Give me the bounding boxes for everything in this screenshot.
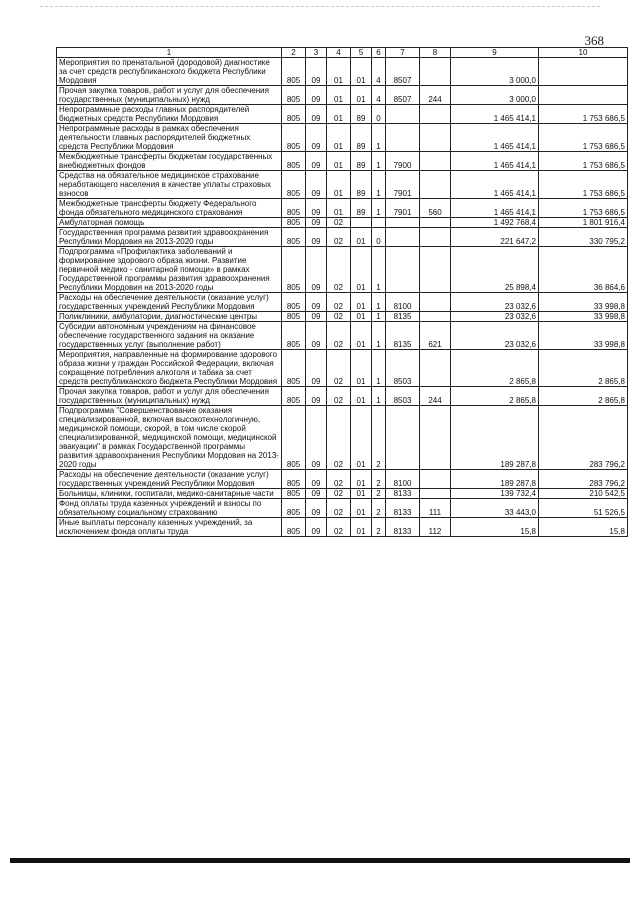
code-article xyxy=(386,218,420,228)
code-subsection: 02 xyxy=(327,518,351,537)
code-section: 09 xyxy=(306,518,327,537)
col-header-3: 3 xyxy=(306,48,327,58)
code-subsection: 02 xyxy=(327,218,351,228)
code-department: 805 xyxy=(282,322,306,350)
code-program: 01 xyxy=(351,322,372,350)
table-row xyxy=(57,228,628,247)
table-row xyxy=(57,171,628,199)
table-row xyxy=(57,518,628,537)
code-program: 01 xyxy=(351,499,372,518)
code-article xyxy=(386,406,420,470)
code-program: 01 xyxy=(351,387,372,406)
amount-year-2: 1 753 686,5 xyxy=(539,152,628,171)
code-subprogram: 1 xyxy=(372,293,386,312)
table-row xyxy=(57,489,628,499)
code-subprogram: 2 xyxy=(372,518,386,537)
code-department: 805 xyxy=(282,86,306,105)
code-program: 01 xyxy=(351,247,372,293)
amount-year-1: 189 287,8 xyxy=(451,470,539,489)
code-section: 09 xyxy=(306,124,327,152)
code-department: 805 xyxy=(282,247,306,293)
row-name: Расходы на обеспечение деятельности (оказание услуг) государственных учреждений Республики Мордовия xyxy=(57,470,282,489)
amount-year-1: 189 287,8 xyxy=(451,406,539,470)
col-header-10: 10 xyxy=(539,48,628,58)
amount-year-1: 3 000,0 xyxy=(451,58,539,86)
code-subprogram: 4 xyxy=(372,58,386,86)
row-name: Непрограммные расходы главных распорядителей бюджетных средств Республики Мордовия xyxy=(57,105,282,124)
code-subprogram: 1 xyxy=(372,387,386,406)
code-expense-type: 111 xyxy=(420,499,451,518)
code-subprogram xyxy=(372,218,386,228)
code-article: 8503 xyxy=(386,387,420,406)
amount-year-2: 51 526,5 xyxy=(539,499,628,518)
code-section: 09 xyxy=(306,58,327,86)
code-subprogram: 1 xyxy=(372,171,386,199)
table-row xyxy=(57,312,628,322)
code-article xyxy=(386,247,420,293)
code-expense-type xyxy=(420,105,451,124)
code-department: 805 xyxy=(282,470,306,489)
amount-year-2: 1 801 916,4 xyxy=(539,218,628,228)
amount-year-1: 15,8 xyxy=(451,518,539,537)
code-subprogram: 1 xyxy=(372,312,386,322)
table-row xyxy=(57,124,628,152)
code-article: 8133 xyxy=(386,489,420,499)
amount-year-1: 1 492 768,4 xyxy=(451,218,539,228)
table-row xyxy=(57,247,628,293)
code-department: 805 xyxy=(282,105,306,124)
code-subsection: 02 xyxy=(327,499,351,518)
code-subprogram: 1 xyxy=(372,152,386,171)
amount-year-2: 15,8 xyxy=(539,518,628,537)
code-department: 805 xyxy=(282,152,306,171)
code-section: 09 xyxy=(306,218,327,228)
code-department: 805 xyxy=(282,312,306,322)
code-expense-type xyxy=(420,58,451,86)
code-expense-type xyxy=(420,470,451,489)
code-subsection: 01 xyxy=(327,124,351,152)
code-article: 7901 xyxy=(386,199,420,218)
code-department: 805 xyxy=(282,406,306,470)
row-name: Подпрограмма «Профилактика заболеваний и формирование здорового образа жизни. Развитие первичной медико - санитарной помощи» в рамках Государственной программы развития здравоохранения Республики Мордовия на 2013-2020 годы xyxy=(57,247,282,293)
budget-table xyxy=(56,47,628,537)
code-section: 09 xyxy=(306,228,327,247)
code-expense-type xyxy=(420,171,451,199)
row-name: Иные выплаты персоналу казенных учреждений, за исключением фонда оплаты труда xyxy=(57,518,282,537)
code-expense-type xyxy=(420,152,451,171)
code-subsection: 02 xyxy=(327,293,351,312)
code-article: 8135 xyxy=(386,312,420,322)
code-section: 09 xyxy=(306,406,327,470)
code-subsection: 02 xyxy=(327,322,351,350)
code-article xyxy=(386,228,420,247)
code-section: 09 xyxy=(306,199,327,218)
code-subprogram: 2 xyxy=(372,499,386,518)
page-number: 368 xyxy=(584,33,604,48)
code-expense-type: 560 xyxy=(420,199,451,218)
row-name: Государственная программа развития здравоохранения Республики Мордовия на 2013-2020 годы xyxy=(57,228,282,247)
code-program: 89 xyxy=(351,171,372,199)
code-program: 01 xyxy=(351,350,372,387)
amount-year-1: 1 465 414,1 xyxy=(451,105,539,124)
code-article xyxy=(386,105,420,124)
amount-year-2: 2 865,8 xyxy=(539,387,628,406)
code-expense-type xyxy=(420,218,451,228)
amount-year-1: 221 647,2 xyxy=(451,228,539,247)
code-article: 8133 xyxy=(386,518,420,537)
code-subprogram: 1 xyxy=(372,199,386,218)
table-row xyxy=(57,499,628,518)
code-subprogram: 1 xyxy=(372,247,386,293)
code-expense-type: 244 xyxy=(420,86,451,105)
amount-year-2: 36 864,6 xyxy=(539,247,628,293)
amount-year-1: 23 032,6 xyxy=(451,293,539,312)
code-department: 805 xyxy=(282,218,306,228)
code-expense-type xyxy=(420,247,451,293)
code-subsection: 01 xyxy=(327,199,351,218)
code-program: 01 xyxy=(351,86,372,105)
code-section: 09 xyxy=(306,171,327,199)
table-header xyxy=(57,48,628,58)
table-row xyxy=(57,58,628,86)
code-program: 89 xyxy=(351,152,372,171)
row-name: Прочая закупка товаров, работ и услуг для обеспечения государственных (муниципальных) нужд xyxy=(57,387,282,406)
code-section: 09 xyxy=(306,470,327,489)
code-section: 09 xyxy=(306,387,327,406)
table-row xyxy=(57,218,628,228)
amount-year-1: 23 032,6 xyxy=(451,322,539,350)
code-section: 09 xyxy=(306,322,327,350)
code-article: 8507 xyxy=(386,86,420,105)
code-subprogram: 2 xyxy=(372,489,386,499)
code-subsection: 01 xyxy=(327,58,351,86)
amount-year-2: 2 865,8 xyxy=(539,350,628,387)
code-section: 09 xyxy=(306,105,327,124)
code-program: 01 xyxy=(351,293,372,312)
row-name: Расходы на обеспечение деятельности (оказание услуг) государственных учреждений Республики Мордовия xyxy=(57,293,282,312)
row-name: Субсидии автономным учреждениям на финансовое обеспечение государственного задания на оказание государственных услуг (выполнение работ) xyxy=(57,322,282,350)
code-department: 805 xyxy=(282,171,306,199)
row-name: Амбулаторная помощь xyxy=(57,218,282,228)
code-section: 09 xyxy=(306,86,327,105)
code-section: 09 xyxy=(306,152,327,171)
code-expense-type: 112 xyxy=(420,518,451,537)
code-subprogram: 4 xyxy=(372,86,386,105)
amount-year-2: 210 542,5 xyxy=(539,489,628,499)
code-article: 8100 xyxy=(386,293,420,312)
amount-year-2: 33 998,8 xyxy=(539,322,628,350)
row-name: Мероприятия, направленные на формирование здорового образа жизни у граждан Российской Федерации, включая сокращение потребления алкоголя и табака за счет средств республиканского бюджета Республики Мордовия xyxy=(57,350,282,387)
code-section: 09 xyxy=(306,247,327,293)
amount-year-2: 33 998,8 xyxy=(539,293,628,312)
code-expense-type xyxy=(420,489,451,499)
row-name: Больницы, клиники, госпитали, медико-санитарные части xyxy=(57,489,282,499)
code-expense-type xyxy=(420,124,451,152)
code-section: 09 xyxy=(306,499,327,518)
code-program: 01 xyxy=(351,518,372,537)
code-subprogram: 1 xyxy=(372,322,386,350)
code-section: 09 xyxy=(306,312,327,322)
table-row xyxy=(57,350,628,387)
code-department: 805 xyxy=(282,228,306,247)
amount-year-1: 1 465 414,1 xyxy=(451,171,539,199)
amount-year-1: 2 865,8 xyxy=(451,387,539,406)
code-expense-type: 244 xyxy=(420,387,451,406)
amount-year-2: 1 753 686,5 xyxy=(539,124,628,152)
code-department: 805 xyxy=(282,124,306,152)
col-header-6: 6 xyxy=(372,48,386,58)
col-header-5: 5 xyxy=(351,48,372,58)
code-article: 7901 xyxy=(386,171,420,199)
code-article: 8100 xyxy=(386,470,420,489)
scan-bottom-bar xyxy=(10,858,630,863)
amount-year-1: 3 000,0 xyxy=(451,86,539,105)
row-name: Непрограммные расходы в рамках обеспечения деятельности главных распорядителей бюджетных средств Республики Мордовия xyxy=(57,124,282,152)
code-subsection: 02 xyxy=(327,406,351,470)
amount-year-2: 33 998,8 xyxy=(539,312,628,322)
code-department: 805 xyxy=(282,489,306,499)
table-row xyxy=(57,470,628,489)
code-subsection: 01 xyxy=(327,86,351,105)
amount-year-2 xyxy=(539,58,628,86)
code-subprogram: 2 xyxy=(372,406,386,470)
code-subsection: 02 xyxy=(327,247,351,293)
code-subsection: 02 xyxy=(327,470,351,489)
code-subsection: 02 xyxy=(327,387,351,406)
code-section: 09 xyxy=(306,489,327,499)
code-program: 89 xyxy=(351,105,372,124)
code-article xyxy=(386,124,420,152)
code-department: 805 xyxy=(282,350,306,387)
code-expense-type xyxy=(420,228,451,247)
amount-year-2 xyxy=(539,86,628,105)
amount-year-1: 1 465 414,1 xyxy=(451,199,539,218)
col-header-4: 4 xyxy=(327,48,351,58)
code-article: 7900 xyxy=(386,152,420,171)
amount-year-1: 1 465 414,1 xyxy=(451,152,539,171)
table-row xyxy=(57,322,628,350)
code-program: 89 xyxy=(351,124,372,152)
amount-year-1: 139 732,4 xyxy=(451,489,539,499)
code-program: 01 xyxy=(351,228,372,247)
col-header-2: 2 xyxy=(282,48,306,58)
code-section: 09 xyxy=(306,350,327,387)
row-name: Подпрограмма "Совершенствование оказания специализированной, включая высокотехнологичную, медицинской помощи, скорой, в том числе скорой специализированной, медицинской помощи, медицинской эвакуации" в рамках Государственной программы развития здравоохранения Республики Мордовия на 2013-2020 годы xyxy=(57,406,282,470)
amount-year-2: 283 796,2 xyxy=(539,406,628,470)
code-subsection: 02 xyxy=(327,489,351,499)
code-department: 805 xyxy=(282,293,306,312)
amount-year-1: 1 465 414,1 xyxy=(451,124,539,152)
col-header-7: 7 xyxy=(386,48,420,58)
code-subprogram: 0 xyxy=(372,105,386,124)
col-header-1: 1 xyxy=(57,48,282,58)
row-name: Средства на обязательное медицинское страхование неработающего населения в качестве уплаты страховых взносов xyxy=(57,171,282,199)
code-expense-type xyxy=(420,312,451,322)
code-article: 8503 xyxy=(386,350,420,387)
code-expense-type: 621 xyxy=(420,322,451,350)
col-header-8: 8 xyxy=(420,48,451,58)
amount-year-1: 23 032,6 xyxy=(451,312,539,322)
amount-year-2: 1 753 686,5 xyxy=(539,105,628,124)
code-subsection: 01 xyxy=(327,105,351,124)
amount-year-2: 283 796,2 xyxy=(539,470,628,489)
row-name: Прочая закупка товаров, работ и услуг для обеспечения государственных (муниципальных) нужд xyxy=(57,86,282,105)
row-name: Фонд оплаты труда казенных учреждений и взносы по обязательному социальному страхованию xyxy=(57,499,282,518)
table-row xyxy=(57,105,628,124)
code-program: 01 xyxy=(351,312,372,322)
code-program: 89 xyxy=(351,199,372,218)
row-name: Межбюджетные трансферты бюджетам государственных внебюджетных фондов xyxy=(57,152,282,171)
code-program xyxy=(351,218,372,228)
table-row xyxy=(57,152,628,171)
table-row xyxy=(57,293,628,312)
code-program: 01 xyxy=(351,58,372,86)
code-department: 805 xyxy=(282,58,306,86)
amount-year-1: 25 898,4 xyxy=(451,247,539,293)
amount-year-2: 1 753 686,5 xyxy=(539,171,628,199)
code-department: 805 xyxy=(282,518,306,537)
amount-year-1: 2 865,8 xyxy=(451,350,539,387)
code-section: 09 xyxy=(306,293,327,312)
amount-year-1: 33 443,0 xyxy=(451,499,539,518)
code-subprogram: 0 xyxy=(372,228,386,247)
table-row xyxy=(57,86,628,105)
code-article: 8133 xyxy=(386,499,420,518)
table-row xyxy=(57,387,628,406)
code-program: 01 xyxy=(351,406,372,470)
amount-year-2: 330 795,2 xyxy=(539,228,628,247)
code-subprogram: 2 xyxy=(372,470,386,489)
table-row xyxy=(57,406,628,470)
code-department: 805 xyxy=(282,499,306,518)
header-row xyxy=(57,48,628,58)
code-subsection: 02 xyxy=(327,312,351,322)
code-subsection: 02 xyxy=(327,350,351,387)
code-expense-type xyxy=(420,293,451,312)
code-subprogram: 1 xyxy=(372,124,386,152)
code-article: 8507 xyxy=(386,58,420,86)
amount-year-2: 1 753 686,5 xyxy=(539,199,628,218)
row-name: Поликлиники, амбулатории, диагностические центры xyxy=(57,312,282,322)
code-department: 805 xyxy=(282,387,306,406)
code-program: 01 xyxy=(351,470,372,489)
code-subsection: 01 xyxy=(327,171,351,199)
row-name: Мероприятия по пренатальной (дородовой) диагностике за счет средств республиканского бюджета Республики Мордовия xyxy=(57,58,282,86)
scan-top-edge xyxy=(40,6,600,7)
code-program: 01 xyxy=(351,489,372,499)
col-header-9: 9 xyxy=(451,48,539,58)
code-article: 8135 xyxy=(386,322,420,350)
code-subsection: 01 xyxy=(327,152,351,171)
table-row xyxy=(57,199,628,218)
row-name: Межбюджетные трансферты бюджету Федерального фонда обязательного медицинского страхования xyxy=(57,199,282,218)
code-expense-type xyxy=(420,406,451,470)
table-body xyxy=(57,58,628,537)
code-expense-type xyxy=(420,350,451,387)
code-subsection: 02 xyxy=(327,228,351,247)
code-subprogram: 1 xyxy=(372,350,386,387)
code-department: 805 xyxy=(282,199,306,218)
